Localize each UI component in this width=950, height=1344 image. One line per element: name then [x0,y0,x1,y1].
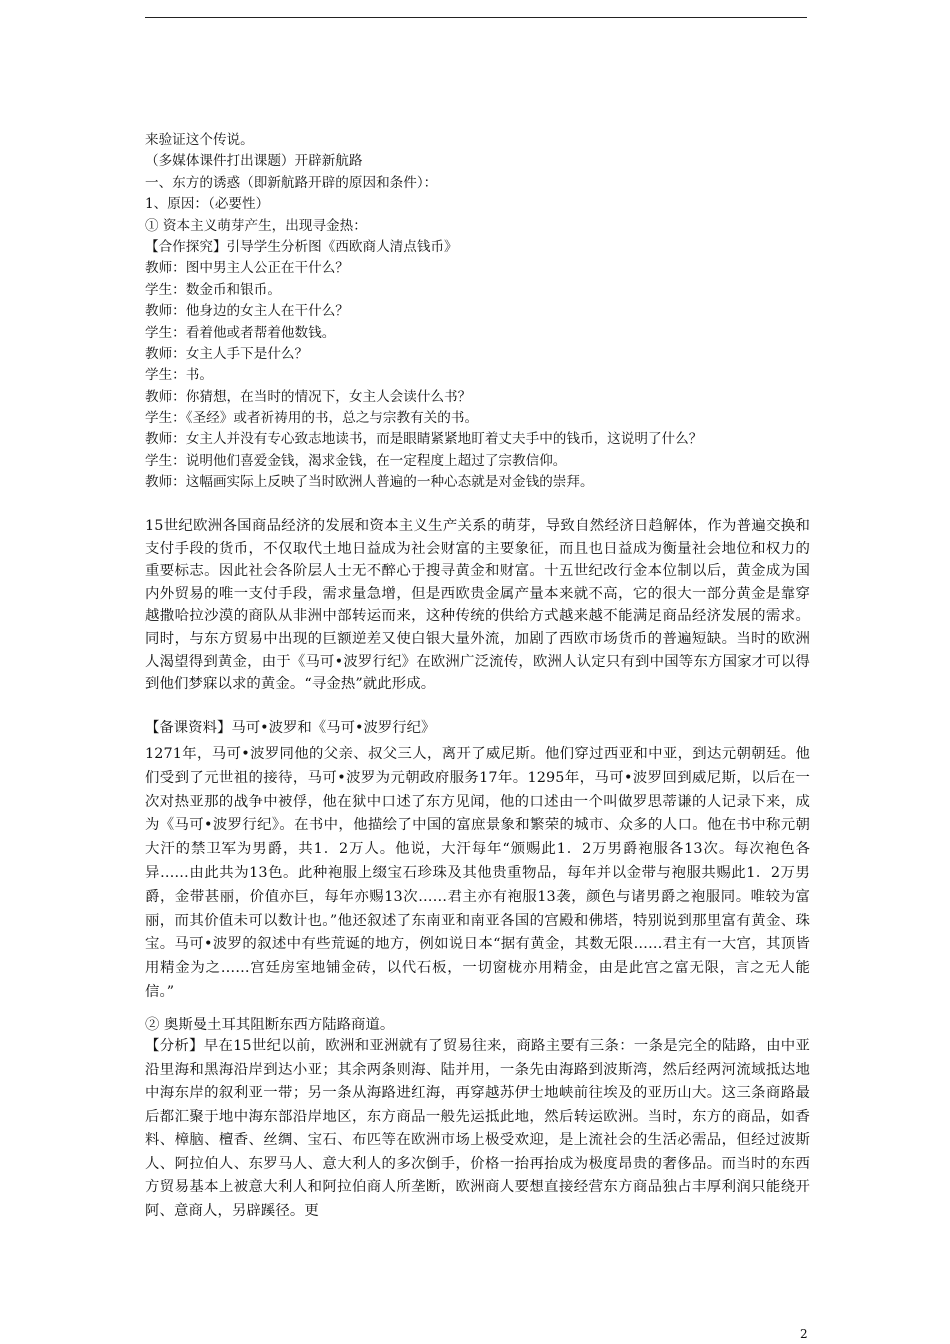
section-heading: 一、东方的诱惑（即新航路开辟的原因和条件）： [145,174,438,191]
dialogue-line: 教师：女主人手下是什么？ [145,345,309,362]
reference-material-heading: 【备课资料】马可•波罗和《马可•波罗行纪》 [145,720,436,736]
dialogue-line: 学生：说明他们喜爱金钱，渴求金钱，在一定程度上超过了宗教信仰。 [145,452,567,469]
ottoman-heading: ② 奥斯曼土耳其阻断东西方陆路商道。 [145,1017,395,1033]
cooperative-inquiry-heading: 【合作探究】引导学生分析图《西欧商人清点钱币》 [145,238,458,255]
paragraph-marco-polo: 1271年，马可•波罗同他的父亲、叔父三人，离开了威尼斯。他们穿过西亚和中亚，到达元朝朝廷。他们受到了元世祖的接待，马可•波罗为元朝政府服务17年。1295年，马可•波罗回到威尼斯，以后在一次对热亚那的战争中被俘，他在狱中口述了东方见闻，他的口述由一个叫做罗思蒂谦的人记录下来，成为《马可•波罗行纪》。在书中，他描绘了中国的富庶景象和繁荣的城市、众多的人口。他在书中称元朝大汗的禁卫军为男爵，共1．2万人。他说，大汗每年“颁赐此1．2万男爵袍服各13次。每次袍色各异……由此共为13色。此种袍服上缀宝石珍珠及其他贵重物品，每年并以金带与袍服共赐此1．2万男爵，金带甚丽，价值亦巨，每年亦赐13次……君主亦有袍服13袭，颜色与诸男爵之袍服同。唯较为富丽，而其价值未可以数计也。”他还叙述了东南亚和南亚各国的宫殿和佛塔，特别说到那里富有黄金、珠宝。马可•波罗的叙述中有些荒诞的地方，例如说日本“据有黄金，其数无限……君主有一大宫，其顶皆用精金为之……宫廷房室地铺金砖，以代石板，一切窗栊亦用精金，由是此宫之富无限，言之无人能信。” [145,746,810,1000]
point-heading: ① 资本主义萌芽产生，出现寻金热： [145,217,367,234]
subsection-heading: 1、原因：（必要性） [145,196,270,213]
text-line-intro: 来验证这个传说。 [145,132,254,148]
page-number: 2 [800,1327,808,1341]
dialogue-line: 教师：女主人并没有专心致志地读书，而是眼睛紧紧地盯着丈夫手中的钱币，这说明了什么？ [145,431,703,448]
dialogue-line: 教师：图中男主人公正在干什么？ [145,260,349,277]
header-rule [145,17,807,18]
dialogue-line: 学生：看着他或者帮着他数钱。 [145,324,336,341]
dialogue-block [145,130,825,494]
dialogue-line: 教师：这幅画实际上反映了当时欧洲人普遍的一种心态就是对金钱的崇拜。 [145,474,594,491]
dialogue-line: 学生：数金币和银币。 [145,281,281,298]
paragraph-analysis: 【分析】早在15世纪以前，欧洲和亚洲就有了贸易往来，商路主要有三条：一条是完全的陆路，由中亚沿里海和黑海沿岸到达小亚；其余两条则海、陆并用，一条先由海路到波斯湾，然后经两河流域抵达地中海东岸的叙利亚一带；另一条从海路进红海，再穿越苏伊士地峡前往埃及的亚历山大。这三条商路最后都汇聚于地中海东部沿岸地区，东方商品一般先运抵此地，然后转运欧洲。当时，东方的商品，如香料、樟脑、檀香、丝绸、宝石、布匹等在欧洲市场上极受欢迎，是上流社会的生活必需品，但经过波斯人、阿拉伯人、东罗马人、意大利人的多次倒手，价格一抬再抬成为极度昂贵的奢侈品。而当时的东西方贸易基本上被意大利人和阿拉伯商人所垄断，欧洲商人要想直接经营东方商品独占丰厚利润只能绕开阿、意商人，另辟蹊径。更 [145,1038,810,1219]
dialogue-line: 学生：书。 [145,367,213,384]
dialogue-line: 教师：你猜想，在当时的情况下，女主人会读什么书？ [145,388,472,405]
dialogue-line: 学生：《圣经》或者祈祷用的书，总之与宗教有关的书。 [145,410,479,427]
dialogue-line: 教师：他身边的女主人在干什么？ [145,303,349,320]
text-line-lesson-title: （多媒体课件打出课题）开辟新航路 [145,153,363,170]
paragraph-gold-fever: 15世纪欧洲各国商品经济的发展和资本主义生产关系的萌芽，导致自然经济日趋解体，作为普遍交换和支付手段的货币，不仅取代土地日益成为社会财富的主要象征，而且也日益成为衡量社会地位和权力的重要标志。因此社会各阶层人士无不醉心于搜寻黄金和财富。十五世纪改行金本位制以后，黄金成为国内外贸易的唯一支付手段，需求量急增，但是西欧贵金属产量本来就不高，它的很大一部分黄金是靠穿越撒哈拉沙漠的商队从非洲中部转运而来，这种传统的供给方式越来越不能满足商品经济发展的需求。同时，与东方贸易中出现的巨额逆差又使白银大量外流，加剧了西欧市场货币的普遍短缺。当时的欧洲人渴望得到黄金，由于《马可•波罗行纪》在欧洲广泛流传，欧洲人认定只有到中国等东方国家才可以得到他们梦寐以求的黄金。“寻金热”就此形成。 [145,518,810,693]
